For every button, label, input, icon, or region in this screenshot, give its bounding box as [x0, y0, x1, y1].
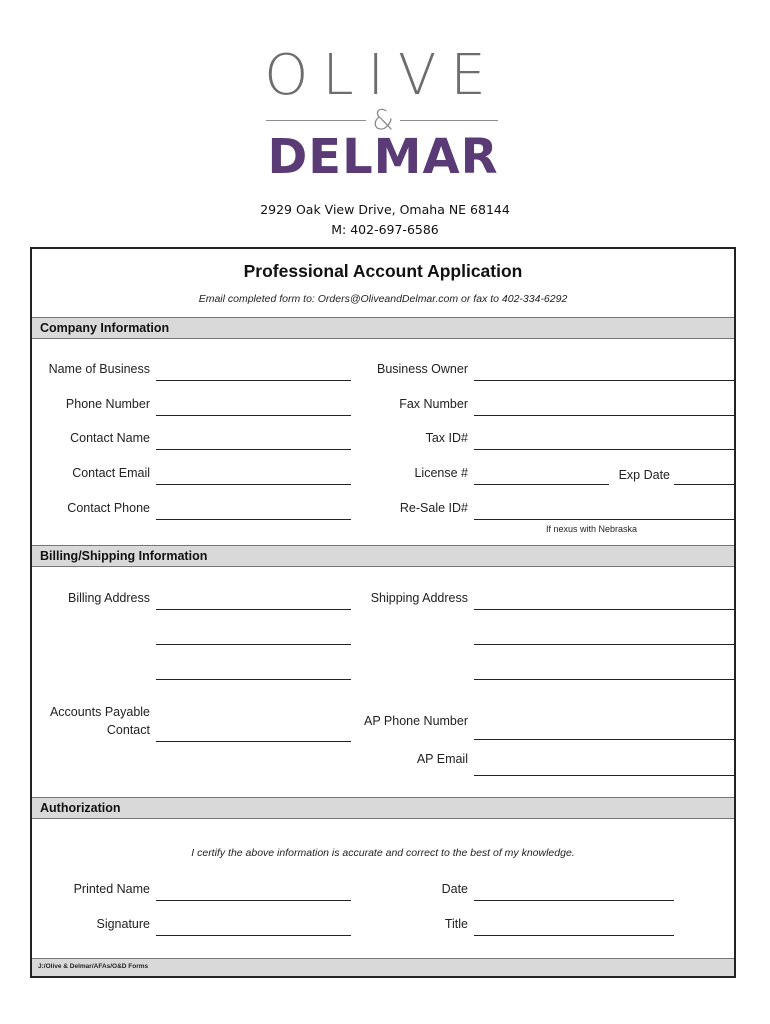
contact-phone-label: Contact Phone: [67, 501, 150, 515]
ap-email-field[interactable]: [474, 775, 736, 776]
resale-id-label: Re-Sale ID#: [399, 501, 468, 515]
resale-id-field[interactable]: [474, 519, 736, 520]
signature-label: Signature: [96, 917, 150, 931]
logo-olive-text: OLIVE: [264, 43, 500, 108]
billing-address-field-1[interactable]: [156, 609, 351, 610]
footer-path: J:/Olive & Delmar/AFAs/O&D Forms: [38, 963, 149, 970]
contact-phone-field[interactable]: [156, 519, 351, 520]
fax-number-field[interactable]: [474, 415, 736, 416]
nexus-note: If nexus with Nebraska: [546, 524, 638, 534]
ap-contact-label: Contact: [106, 723, 150, 737]
logo-delmar-text: DELMAR: [267, 129, 499, 185]
ap-phone-label: AP Phone Number: [364, 714, 468, 728]
shipping-address-label: Shipping Address: [370, 591, 468, 605]
billing-address-label: Billing Address: [68, 591, 150, 605]
business-owner-label: Business Owner: [376, 362, 468, 376]
section-heading: Authorization: [40, 801, 121, 815]
phone-line: M: 402-697-6586: [331, 222, 439, 237]
address-line: 2929 Oak View Drive, Omaha NE 68144: [260, 202, 510, 217]
accounts-payable-label: Accounts Payable: [49, 705, 150, 719]
printed-name-label: Printed Name: [73, 882, 150, 896]
billing-address-field-3[interactable]: [156, 679, 351, 680]
tax-id-field[interactable]: [474, 449, 736, 450]
section-authorization: [32, 797, 734, 819]
ap-email-label: AP Email: [416, 752, 468, 766]
logo-rule-left: [266, 120, 366, 121]
contact-email-label: Contact Email: [72, 466, 150, 480]
date-label: Date: [441, 882, 468, 896]
form-footer: [32, 958, 734, 976]
certification-statement: I certify the above information is accurate and correct to the best of my knowledge.: [191, 847, 575, 859]
contact-name-field[interactable]: [156, 449, 351, 450]
business-owner-field[interactable]: [474, 380, 736, 381]
ap-contact-field[interactable]: [156, 741, 351, 742]
exp-date-field[interactable]: [674, 484, 736, 485]
date-field[interactable]: [474, 900, 674, 901]
title-field[interactable]: [474, 935, 674, 936]
name-of-business-label: Name of Business: [48, 362, 150, 376]
phone-number-field[interactable]: [156, 415, 351, 416]
contact-email-field[interactable]: [156, 484, 351, 485]
printed-name-field[interactable]: [156, 900, 351, 901]
tax-id-label: Tax ID#: [425, 431, 468, 445]
section-heading: Billing/Shipping Information: [40, 549, 208, 563]
ap-phone-field[interactable]: [474, 739, 736, 740]
license-field[interactable]: [474, 484, 609, 485]
section-heading: Company Information: [40, 321, 170, 335]
license-label: License #: [414, 466, 468, 480]
contact-name-label: Contact Name: [70, 431, 150, 445]
title-label: Title: [444, 917, 468, 931]
billing-address-field-2[interactable]: [156, 644, 351, 645]
form-title: Professional Account Application: [243, 261, 523, 281]
logo-rule-right: [400, 120, 498, 121]
logo-ampersand: &: [372, 103, 394, 136]
section-billing-shipping: [32, 545, 734, 567]
shipping-address-field-2[interactable]: [474, 644, 736, 645]
shipping-address-field-3[interactable]: [474, 679, 736, 680]
application-form: [30, 247, 736, 978]
name-of-business-field[interactable]: [156, 380, 351, 381]
fax-number-label: Fax Number: [399, 397, 468, 411]
shipping-address-field-1[interactable]: [474, 609, 736, 610]
section-company-information: [32, 317, 734, 339]
exp-date-label: Exp Date: [618, 468, 670, 482]
form-subtitle: Email completed form to: Orders@OliveandDelmar.com or fax to 402-334-6292: [198, 293, 568, 305]
signature-field[interactable]: [156, 935, 351, 936]
brand-logo: [0, 0, 770, 195]
phone-number-label: Phone Number: [65, 397, 150, 411]
